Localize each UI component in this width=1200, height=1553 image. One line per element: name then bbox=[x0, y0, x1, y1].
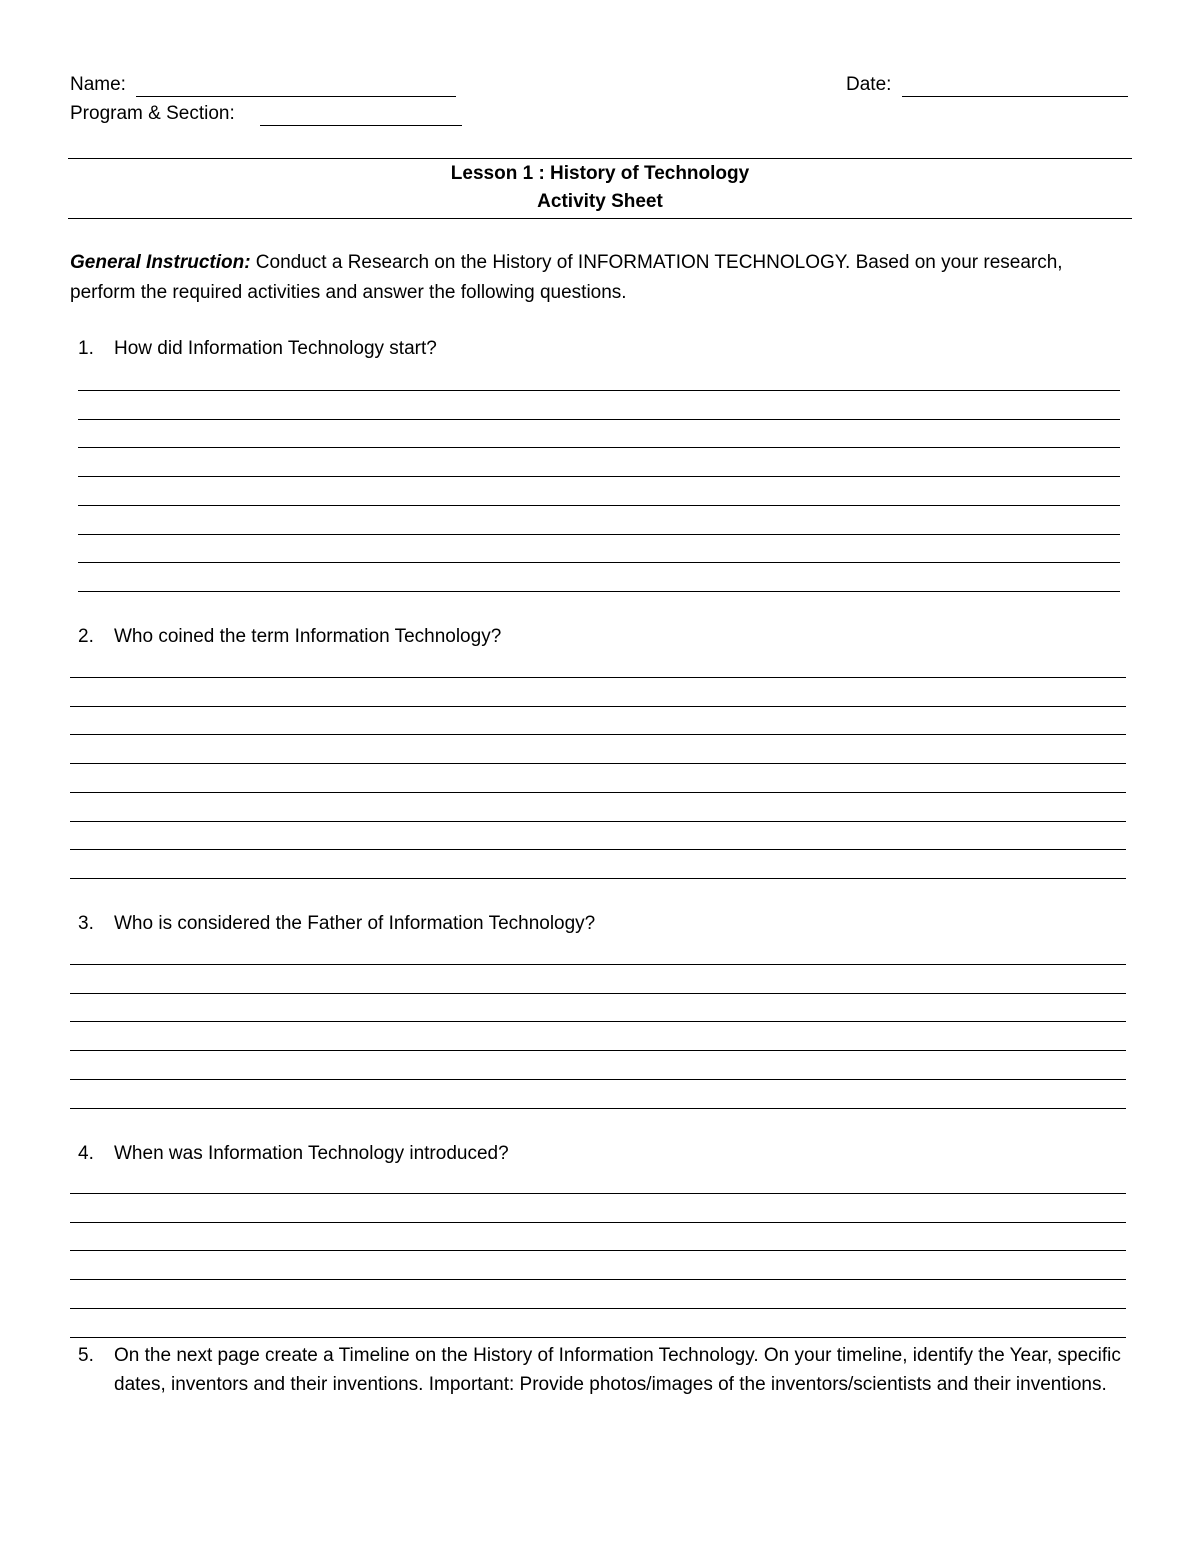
answer-line[interactable] bbox=[70, 849, 1126, 850]
date-field[interactable] bbox=[902, 96, 1128, 97]
answer-line[interactable] bbox=[70, 964, 1126, 965]
answer-line[interactable] bbox=[70, 706, 1126, 707]
instruction-text: Conduct a Research on the History of INFORMATION TECHNOLOGY. Based on your research, perform the required activities and answer the following questions. bbox=[70, 252, 1063, 303]
answer-line[interactable] bbox=[78, 562, 1120, 563]
date-label: Date: bbox=[846, 74, 892, 95]
answer-line[interactable] bbox=[78, 505, 1120, 506]
question-4 bbox=[78, 1143, 509, 1165]
question-text: On the next page create a Timeline on the History of Information Technology. On your timeline, identify the Year, specific dates, inventors and their inventions. Important: Provide photos/images of the inventors/scientists and their inventions. bbox=[114, 1345, 1121, 1395]
answer-line[interactable] bbox=[70, 763, 1126, 764]
title-bottom-rule bbox=[68, 218, 1132, 219]
answer-line[interactable] bbox=[70, 677, 1126, 678]
question-1 bbox=[78, 338, 437, 360]
program-section-field[interactable] bbox=[260, 125, 462, 126]
question-number: 2. bbox=[78, 626, 94, 647]
instruction-lead: General Instruction: bbox=[70, 252, 251, 273]
question-5 bbox=[78, 1341, 1128, 1399]
general-instruction bbox=[70, 248, 1080, 308]
question-2 bbox=[78, 626, 501, 648]
answer-line[interactable] bbox=[70, 1337, 1126, 1338]
question-text: When was Information Technology introduced? bbox=[114, 1143, 509, 1164]
lesson-title: Lesson 1 : History of Technology bbox=[450, 163, 750, 184]
answer-line[interactable] bbox=[70, 1050, 1126, 1051]
answer-line[interactable] bbox=[78, 476, 1120, 477]
question-3 bbox=[78, 913, 595, 935]
answer-line[interactable] bbox=[70, 1193, 1126, 1194]
question-number: 1. bbox=[78, 338, 94, 359]
answer-line[interactable] bbox=[78, 447, 1120, 448]
answer-line[interactable] bbox=[70, 1222, 1126, 1223]
answer-line[interactable] bbox=[70, 1279, 1126, 1280]
name-label: Name: bbox=[70, 74, 126, 95]
question-number: 3. bbox=[78, 913, 94, 934]
answer-line[interactable] bbox=[78, 419, 1120, 420]
title-top-rule bbox=[68, 158, 1132, 159]
question-number: 5. bbox=[78, 1345, 94, 1366]
answer-line[interactable] bbox=[70, 1021, 1126, 1022]
answer-line[interactable] bbox=[78, 390, 1120, 391]
program-section-label: Program & Section: bbox=[70, 103, 235, 124]
question-number: 4. bbox=[78, 1143, 94, 1164]
question-text: How did Information Technology start? bbox=[114, 338, 437, 359]
answer-line[interactable] bbox=[70, 1108, 1126, 1109]
answer-line[interactable] bbox=[70, 1079, 1126, 1080]
answer-line[interactable] bbox=[70, 1250, 1126, 1251]
name-field[interactable] bbox=[136, 96, 456, 97]
activity-sheet-subtitle: Activity Sheet bbox=[537, 191, 663, 212]
answer-line[interactable] bbox=[70, 1308, 1126, 1309]
answer-line[interactable] bbox=[70, 792, 1126, 793]
answer-line[interactable] bbox=[70, 993, 1126, 994]
answer-line[interactable] bbox=[70, 878, 1126, 879]
answer-line[interactable] bbox=[78, 534, 1120, 535]
question-text: Who coined the term Information Technology? bbox=[114, 626, 502, 647]
answer-line[interactable] bbox=[70, 821, 1126, 822]
question-text: Who is considered the Father of Information Technology? bbox=[114, 913, 596, 934]
answer-line[interactable] bbox=[70, 734, 1126, 735]
answer-line[interactable] bbox=[78, 591, 1120, 592]
